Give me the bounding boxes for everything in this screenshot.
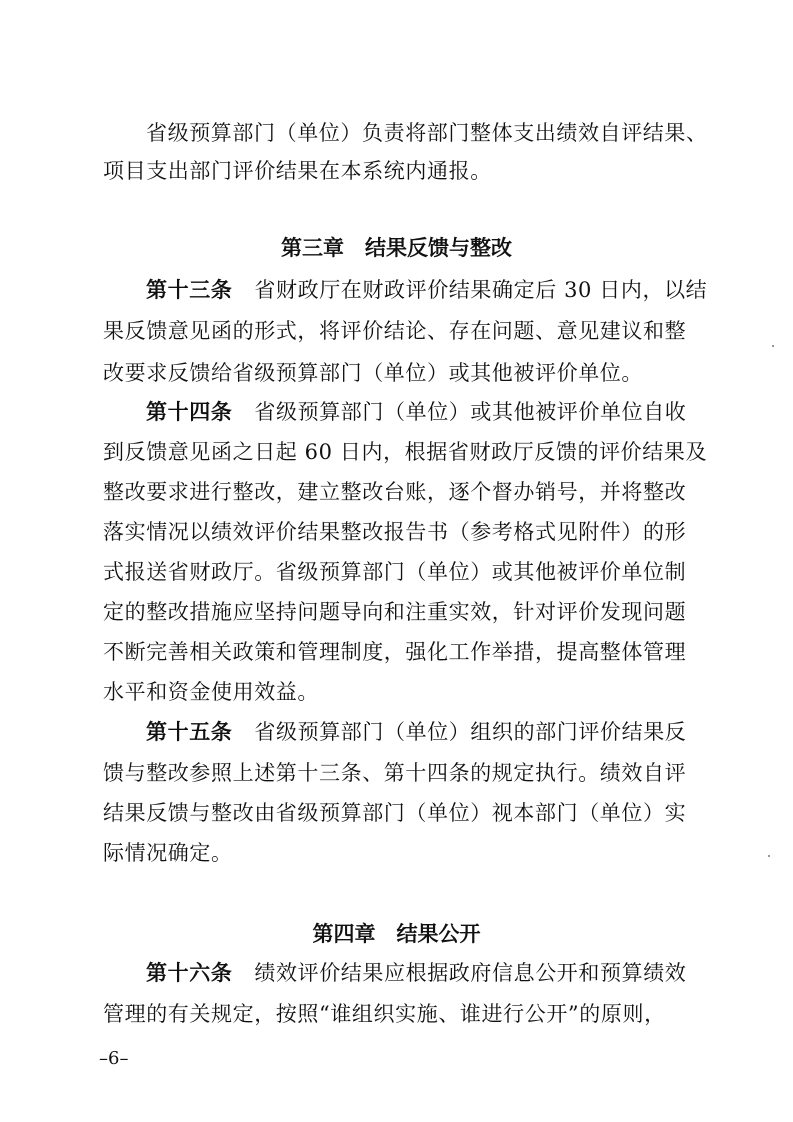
article-13-line-2: 果反馈意见函的形式，将评价结论、存在问题、意见建议和整 bbox=[103, 319, 687, 343]
article-14-line-1 bbox=[146, 396, 693, 428]
article-14-line-3: 整改要求进行整改，建立整改台账，逐个督办销号，并将整改 bbox=[103, 480, 687, 504]
article-14-line-5: 式报送省财政厅。省级预算部门（单位）或其他被评价单位制 bbox=[103, 560, 687, 584]
intro-line-1: 省级预算部门（单位）负责将部门整体支出绩效自评结果、 bbox=[146, 121, 708, 145]
article-16-line-2: 管理的有关规定，按照“谁组织实施、谁进行公开”的原则， bbox=[103, 1002, 666, 1026]
article-13-label: 第十三条 bbox=[146, 278, 233, 302]
article-14-line-7: 不断完善相关政策和管理制度，强化工作举措，提高整体管理 bbox=[103, 640, 687, 664]
scan-speck bbox=[768, 855, 770, 857]
article-13-line-3: 改要求反馈给省级预算部门（单位）或其他被评价单位。 bbox=[103, 361, 643, 385]
article-15-line-3: 结果反馈与整改由省级预算部门（单位）视本部门（单位）实 bbox=[103, 801, 687, 825]
article-15-line-1 bbox=[146, 716, 693, 748]
article-14-line-2: 到反馈意见函之日起 60 日内，根据省财政厅反馈的评价结果及 bbox=[103, 440, 708, 464]
article-13-text-1: 省财政厅在财政评价结果确定后 30 日内，以结 bbox=[254, 278, 708, 302]
article-15-label: 第十五条 bbox=[146, 720, 233, 744]
article-15-line-2: 馈与整改参照上述第十三条、第十四条的规定执行。绩效自评 bbox=[103, 761, 687, 785]
article-14-text-1: 省级预算部门（单位）或其他被评价单位自收 bbox=[254, 400, 687, 424]
article-14-line-4: 落实情况以绩效评价结果整改报告书（参考格式见附件）的形 bbox=[103, 520, 687, 544]
intro-line-2: 项目支出部门评价结果在本系统内通报。 bbox=[103, 159, 492, 183]
article-16-text-1: 绩效评价结果应根据政府信息公开和预算绩效 bbox=[254, 961, 687, 985]
article-15-text-1: 省级预算部门（单位）组织的部门评价结果反 bbox=[254, 720, 687, 744]
article-15-line-4: 际情况确定。 bbox=[103, 841, 233, 865]
article-14-label: 第十四条 bbox=[146, 400, 233, 424]
article-14-line-6: 定的整改措施应坚持问题导向和注重实效，针对评价发现问题 bbox=[103, 600, 687, 624]
chapter-3-title: 第三章 结果反馈与整改 bbox=[281, 236, 512, 260]
chapter-4-title: 第四章 结果公开 bbox=[312, 922, 481, 946]
article-16-line-1 bbox=[146, 957, 693, 989]
page-number: –6– bbox=[99, 1048, 129, 1069]
article-14-line-8: 水平和资金使用效益。 bbox=[103, 680, 319, 704]
article-16-label: 第十六条 bbox=[146, 961, 233, 985]
scan-speck bbox=[772, 345, 774, 347]
article-13-line-1 bbox=[146, 274, 708, 306]
